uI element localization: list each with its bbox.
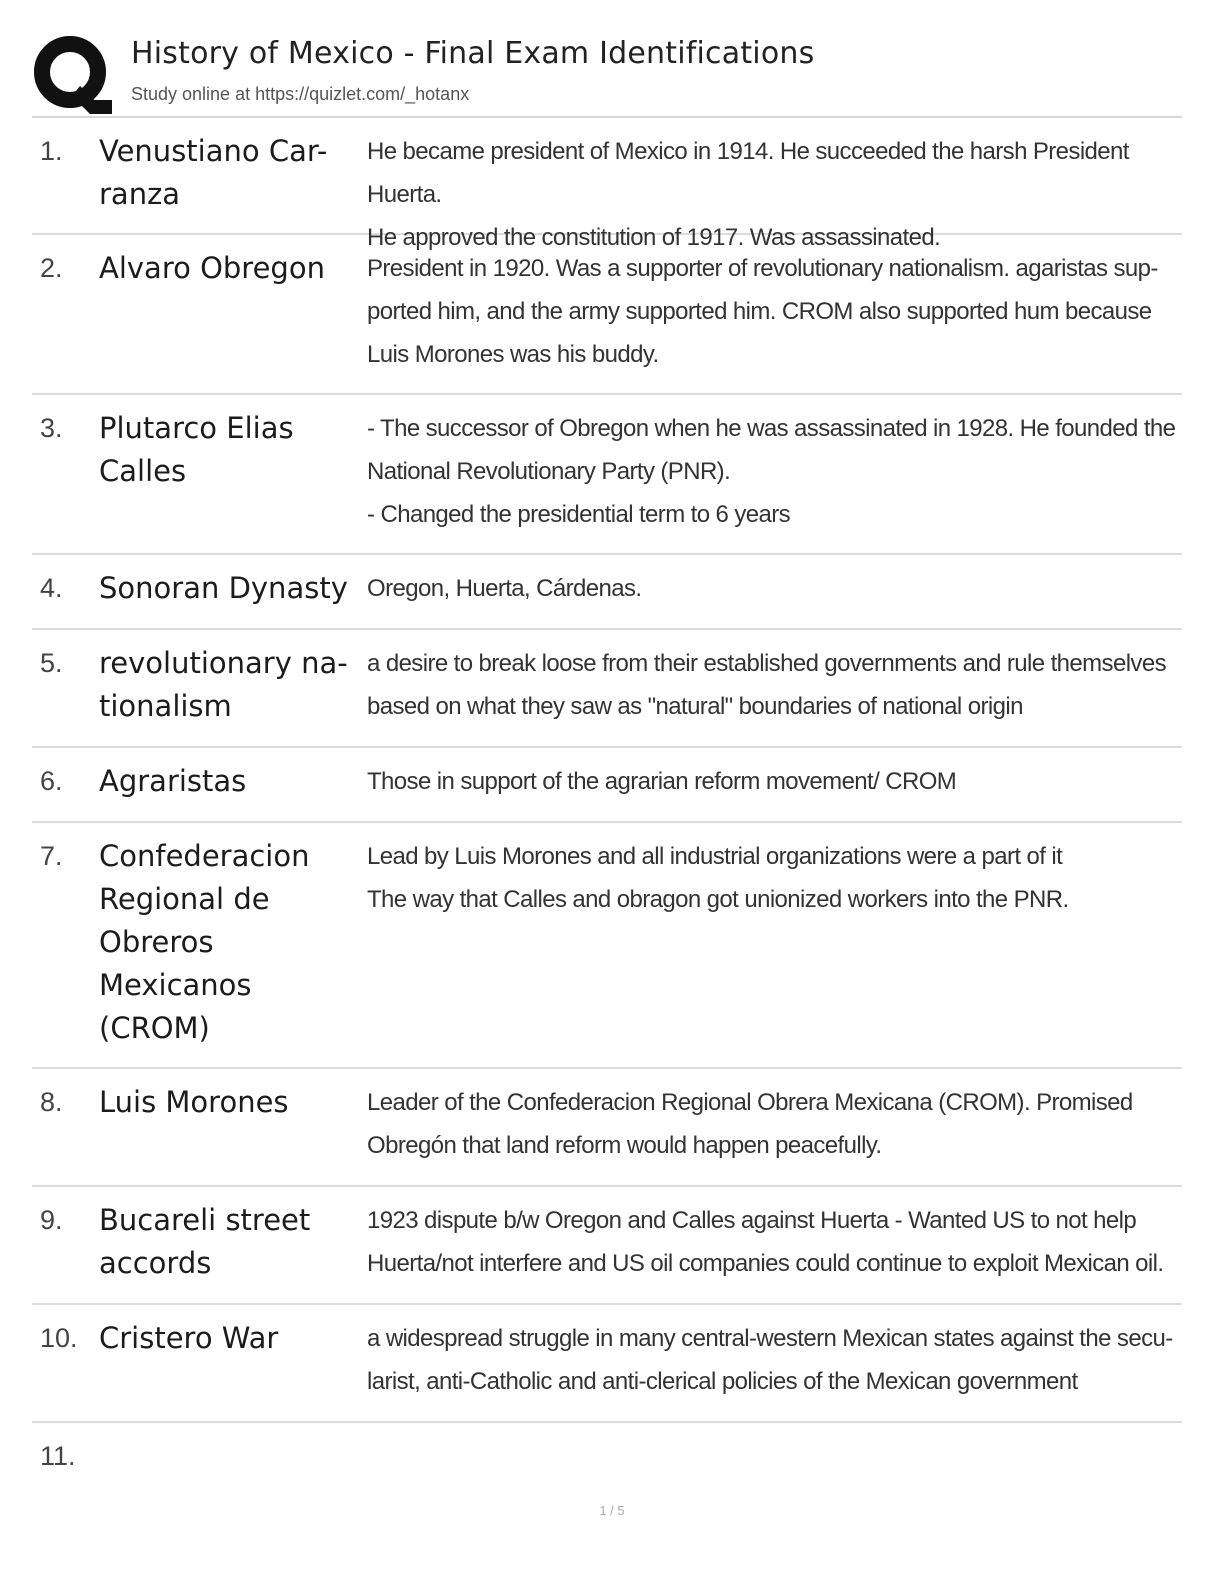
card-number: 2. xyxy=(40,253,63,283)
flashcard-row xyxy=(32,1305,1182,1423)
quizlet-logo-icon xyxy=(32,34,112,114)
card-number: 10. xyxy=(40,1323,78,1353)
flashcard-row xyxy=(32,395,1182,555)
flashcard-row xyxy=(32,630,1182,748)
card-term: Luis Morones xyxy=(99,1085,289,1119)
study-link-text: Study online at https://quizlet.com/_hotanx xyxy=(131,84,470,104)
card-number: 4. xyxy=(40,573,63,603)
card-term: Venustiano Car- ranza xyxy=(99,134,328,211)
flashcard-row xyxy=(32,235,1182,395)
card-definition: a widespread struggle in many central-western Mexican states against the secu- larist, anti-Catholic and anti-clerical policies of the Mexican government xyxy=(367,1325,1173,1395)
card-number: 11. xyxy=(40,1441,76,1471)
page-number: 1 / 5 xyxy=(599,1503,625,1518)
card-term: Plutarco Elias Calles xyxy=(99,411,294,488)
card-definition: - The successor of Obregon when he was assassinated in 1928. He founded the National Revolutionary Party (PNR). - Changed the presidential term to 6 years xyxy=(367,415,1176,528)
flashcard-row xyxy=(32,1187,1182,1305)
card-definition: a desire to break loose from their established governments and rule themselves based on what they saw as "natural" boundaries of national origin xyxy=(367,650,1166,720)
flashcard-row xyxy=(32,1069,1182,1187)
flashcard-row xyxy=(32,823,1182,1069)
card-number: 3. xyxy=(40,413,63,443)
card-definition: President in 1920. Was a supporter of revolutionary nationalism. agaristas sup- ported him, and the army supported him. CROM also supported hum because Luis Morones was his buddy. xyxy=(367,255,1158,368)
flashcard-row xyxy=(32,118,1182,251)
card-definition: Oregon, Huerta, Cárdenas. xyxy=(367,575,642,602)
page-title: History of Mexico - Final Exam Identifications xyxy=(131,36,815,71)
card-definition: 1923 dispute b/w Oregon and Calles against Huerta - Wanted US to not help Huerta/not interfere and US oil companies could continue to exploit Mexican oil. xyxy=(367,1207,1164,1277)
flashcard-row xyxy=(32,555,1182,630)
card-definition: Lead by Luis Morones and all industrial organizations were a part of it The way that Calles and obragon got unionized workers into the PNR. xyxy=(367,843,1069,913)
page-header xyxy=(32,34,1182,116)
card-definition: Leader of the Confederacion Regional Obrera Mexicana (CROM). Promised Obregón that land reform would happen peacefully. xyxy=(367,1089,1133,1159)
flashcard-row xyxy=(32,748,1182,823)
card-term: Alvaro Obregon xyxy=(99,251,325,285)
card-term: Sonoran Dynasty xyxy=(99,571,348,605)
card-term: Cristero War xyxy=(99,1321,279,1355)
card-definition: Those in support of the agrarian reform movement/ CROM xyxy=(367,768,957,795)
card-number: 7. xyxy=(40,841,63,871)
card-number: 9. xyxy=(40,1205,63,1235)
card-term: revolutionary na- tionalism xyxy=(99,646,348,723)
card-number: 5. xyxy=(40,648,63,678)
card-term: Confederacion Regional de Obreros Mexicanos (CROM) xyxy=(99,839,310,1045)
card-number: 1. xyxy=(40,136,63,166)
card-number: 6. xyxy=(40,766,63,796)
card-number: 8. xyxy=(40,1087,63,1117)
flashcard-list xyxy=(32,118,1182,1493)
card-term: Agraristas xyxy=(99,764,247,798)
card-definition: He became president of Mexico in 1914. He succeeded the harsh President Huerta. He approved the constitution of 1917. Was assassinated. xyxy=(367,138,1129,251)
flashcard-row xyxy=(32,1423,1182,1493)
card-term: Bucareli street accords xyxy=(99,1203,311,1280)
